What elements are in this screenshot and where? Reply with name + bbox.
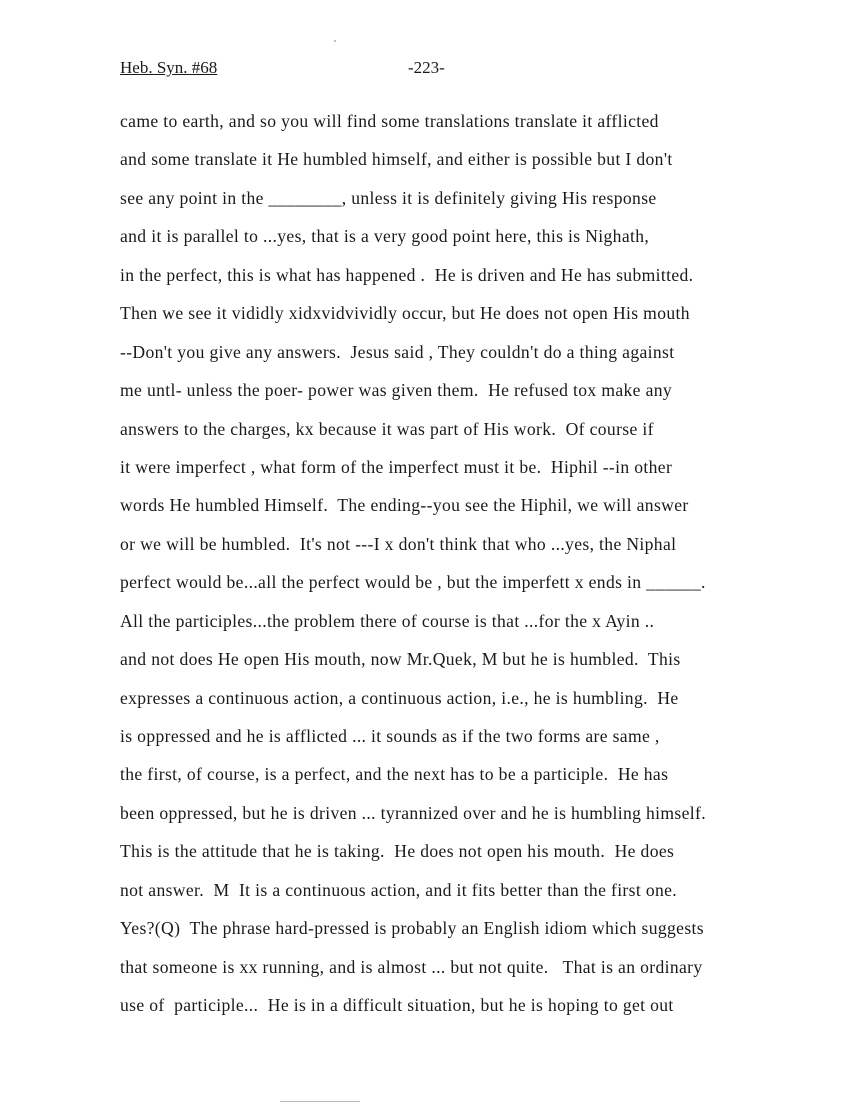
document-title: Heb. Syn. #68 bbox=[120, 58, 218, 77]
document-body bbox=[120, 110, 706, 1033]
text-line: been oppressed, but he is driven ... tyrannized over and he is humbling himself. bbox=[120, 802, 706, 823]
text-line: perfect would be...all the perfect would be , but the imperfett x ends in ______. bbox=[120, 572, 706, 593]
text-line: Then we see it vididly xidxvidvividly occur, but He does not open His mouth bbox=[120, 303, 690, 324]
text-line: it were imperfect , what form of the imperfect must it be. Hiphil --in other bbox=[120, 456, 673, 477]
page-number: -223- bbox=[408, 58, 445, 77]
text-line: and not does He open His mouth, now Mr.Quek, M but he is humbled. This bbox=[120, 649, 681, 670]
text-line: see any point in the ________, unless it is definitely giving His response bbox=[120, 187, 657, 208]
text-line: words He humbled Himself. The ending--you see the Hiphil, we will answer bbox=[120, 495, 689, 516]
text-line: This is the attitude that he is taking. He does not open his mouth. He does bbox=[120, 841, 675, 862]
text-line: answers to the charges, kx because it was part of His work. Of course if bbox=[120, 418, 654, 439]
text-line: --Don't you give any answers. Jesus said , They couldn't do a thing against bbox=[120, 341, 675, 362]
text-line: that someone is xx running, and is almost ... but not quite. That is an ordinary bbox=[120, 956, 703, 977]
text-line: and it is parallel to ...yes, that is a very good point here, this is Nighath, bbox=[120, 226, 650, 247]
text-line: expresses a continuous action, a continuous action, i.e., he is humbling. He bbox=[120, 687, 679, 708]
text-line: is oppressed and he is afflicted ... it sounds as if the two forms are same , bbox=[120, 726, 660, 746]
text-line: All the participles...the problem there of course is that ...for the x Ayin .. bbox=[120, 610, 655, 631]
scan-edge-mark bbox=[280, 1101, 360, 1102]
text-line: in the perfect, this is what has happened . He is driven and He has submitted. bbox=[120, 264, 694, 285]
text-line: use of participle... He is in a difficult situation, but he is hoping to get out bbox=[120, 995, 674, 1016]
text-line: me untl- unless the poer- power was given them. He refused tox make any bbox=[120, 380, 673, 401]
text-line: or we will be humbled. It's not ---I x don't think that who ...yes, the Niphal bbox=[120, 533, 677, 554]
text-line: Yes?(Q) The phrase hard-pressed is probably an English idiom which suggests bbox=[120, 918, 704, 939]
text-line: the first, of course, is a perfect, and the next has to be a participle. He has bbox=[120, 764, 669, 785]
scan-speck bbox=[334, 40, 336, 42]
text-line: and some translate it He humbled himself, and either is possible but I don't bbox=[120, 149, 673, 170]
text-line: came to earth, and so you will find some translations translate it afflicted bbox=[120, 111, 659, 131]
text-line: not answer. M It is a continuous action, and it fits better than the first one. bbox=[120, 879, 678, 900]
